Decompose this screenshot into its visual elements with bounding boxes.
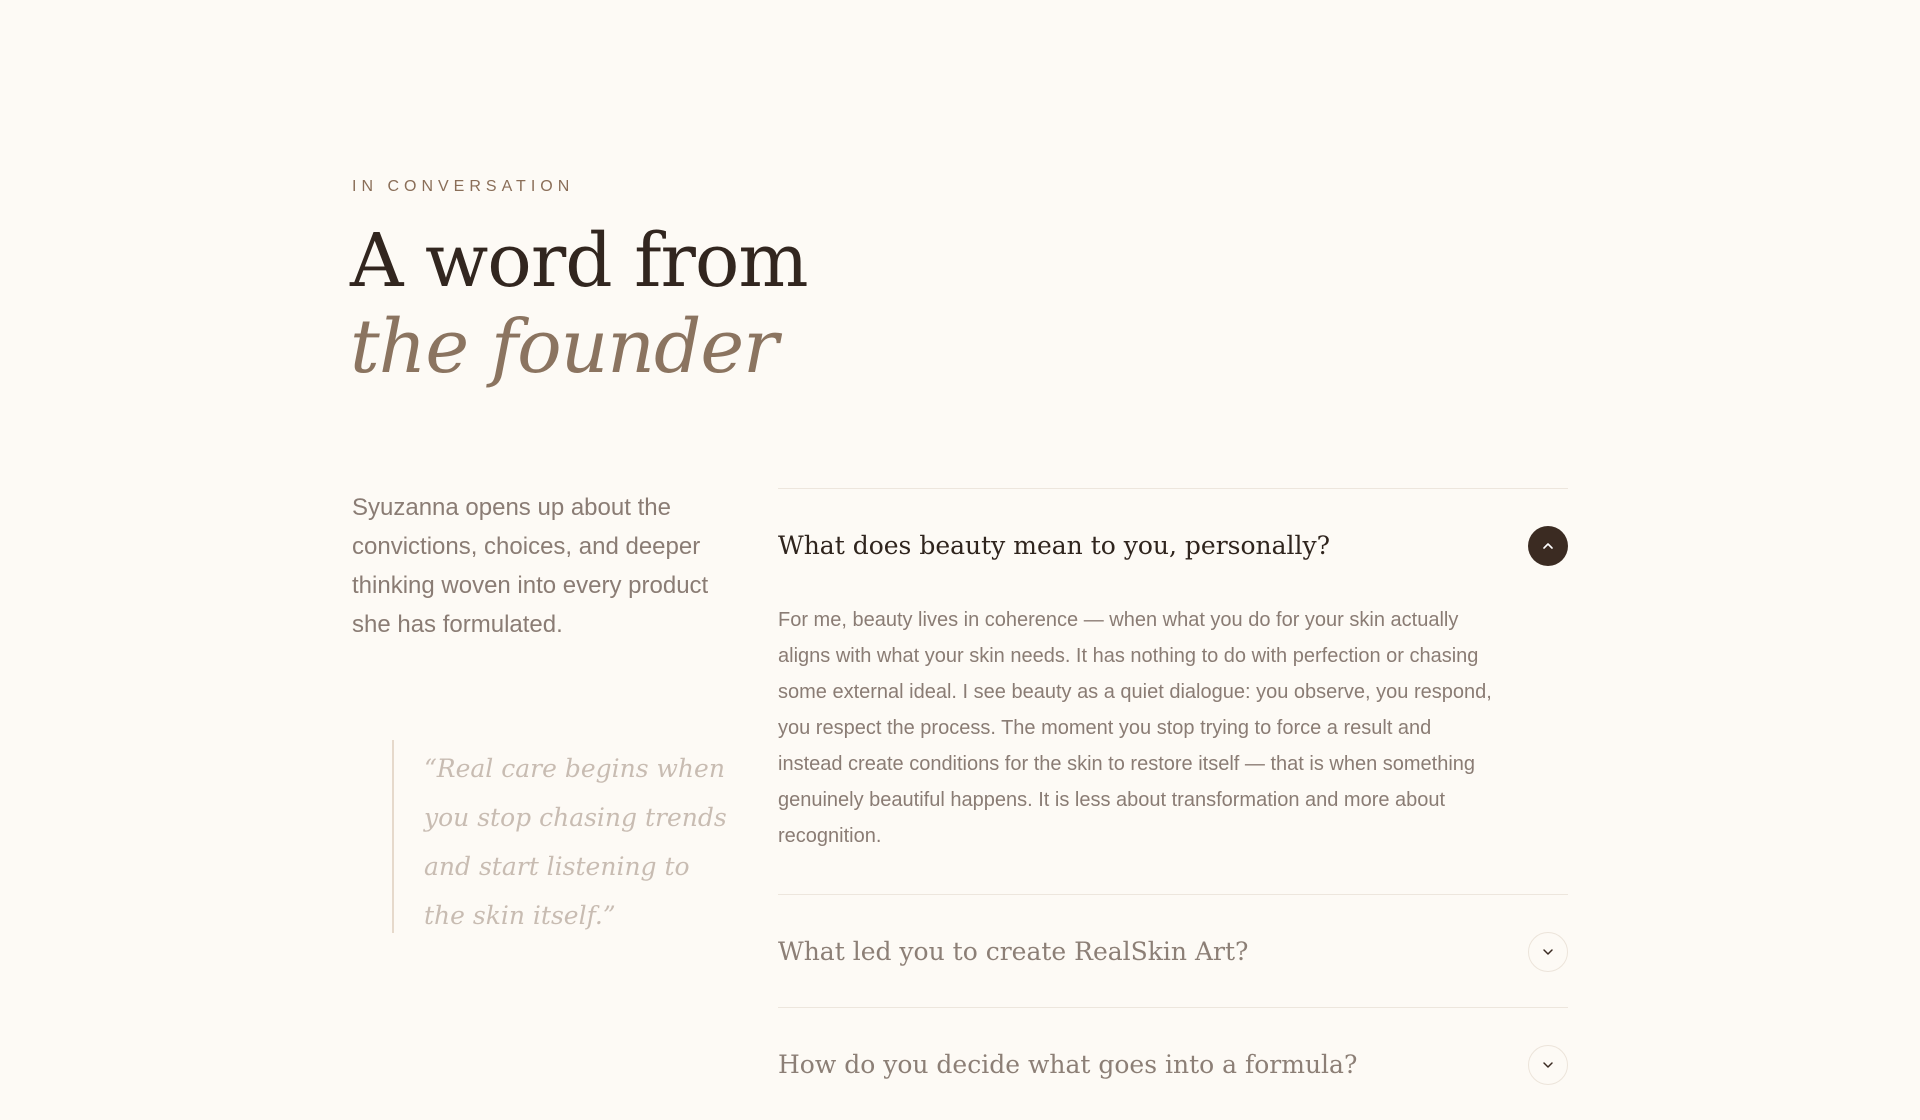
chevron-up-icon xyxy=(1541,539,1555,553)
section-title xyxy=(350,218,808,390)
faq-item-formula xyxy=(778,1007,1568,1120)
faq-toggle-beauty[interactable] xyxy=(1528,526,1568,566)
founder-quote xyxy=(392,740,732,933)
faq-toggle-formula[interactable] xyxy=(1528,1045,1568,1085)
faq-item-beauty xyxy=(778,488,1568,894)
section-title-line2: the founder xyxy=(350,304,778,390)
faq-answer-beauty: For me, beauty lives in coherence — when what you do for your skin actually aligns with what your skin needs. It has nothing to do with perfection or chasing some external ideal. I see beauty as a quiet dialogue: you observe, you respond, you respect the process. The moment you stop trying to force a result and instead create conditions for the skin to restore itself — that is when something genuinely beautiful happens. It is less about transformation and more about recognition. xyxy=(778,609,1492,847)
chevron-down-icon xyxy=(1541,1058,1555,1072)
chevron-down-icon xyxy=(1541,945,1555,959)
faq-toggle-realskin[interactable] xyxy=(1528,932,1568,972)
founder-quote-text: “Real care begins when you stop chasing trends and start listening to the skin itself.” xyxy=(424,754,727,930)
faq-accordion xyxy=(778,488,1568,1120)
faq-question-realskin[interactable]: What led you to create RealSkin Art? xyxy=(778,937,1249,966)
founder-intro: Syuzanna opens up about the convictions, choices, and deeper thinking woven into every product she has formulated. xyxy=(352,494,709,638)
faq-question-formula[interactable]: How do you decide what goes into a formula? xyxy=(778,1050,1358,1079)
section-title-line1: A word from xyxy=(350,218,808,304)
faq-item-realskin xyxy=(778,894,1568,1007)
faq-question-beauty[interactable]: What does beauty mean to you, personally? xyxy=(778,531,1331,560)
section-eyebrow: IN CONVERSATION xyxy=(352,178,575,195)
